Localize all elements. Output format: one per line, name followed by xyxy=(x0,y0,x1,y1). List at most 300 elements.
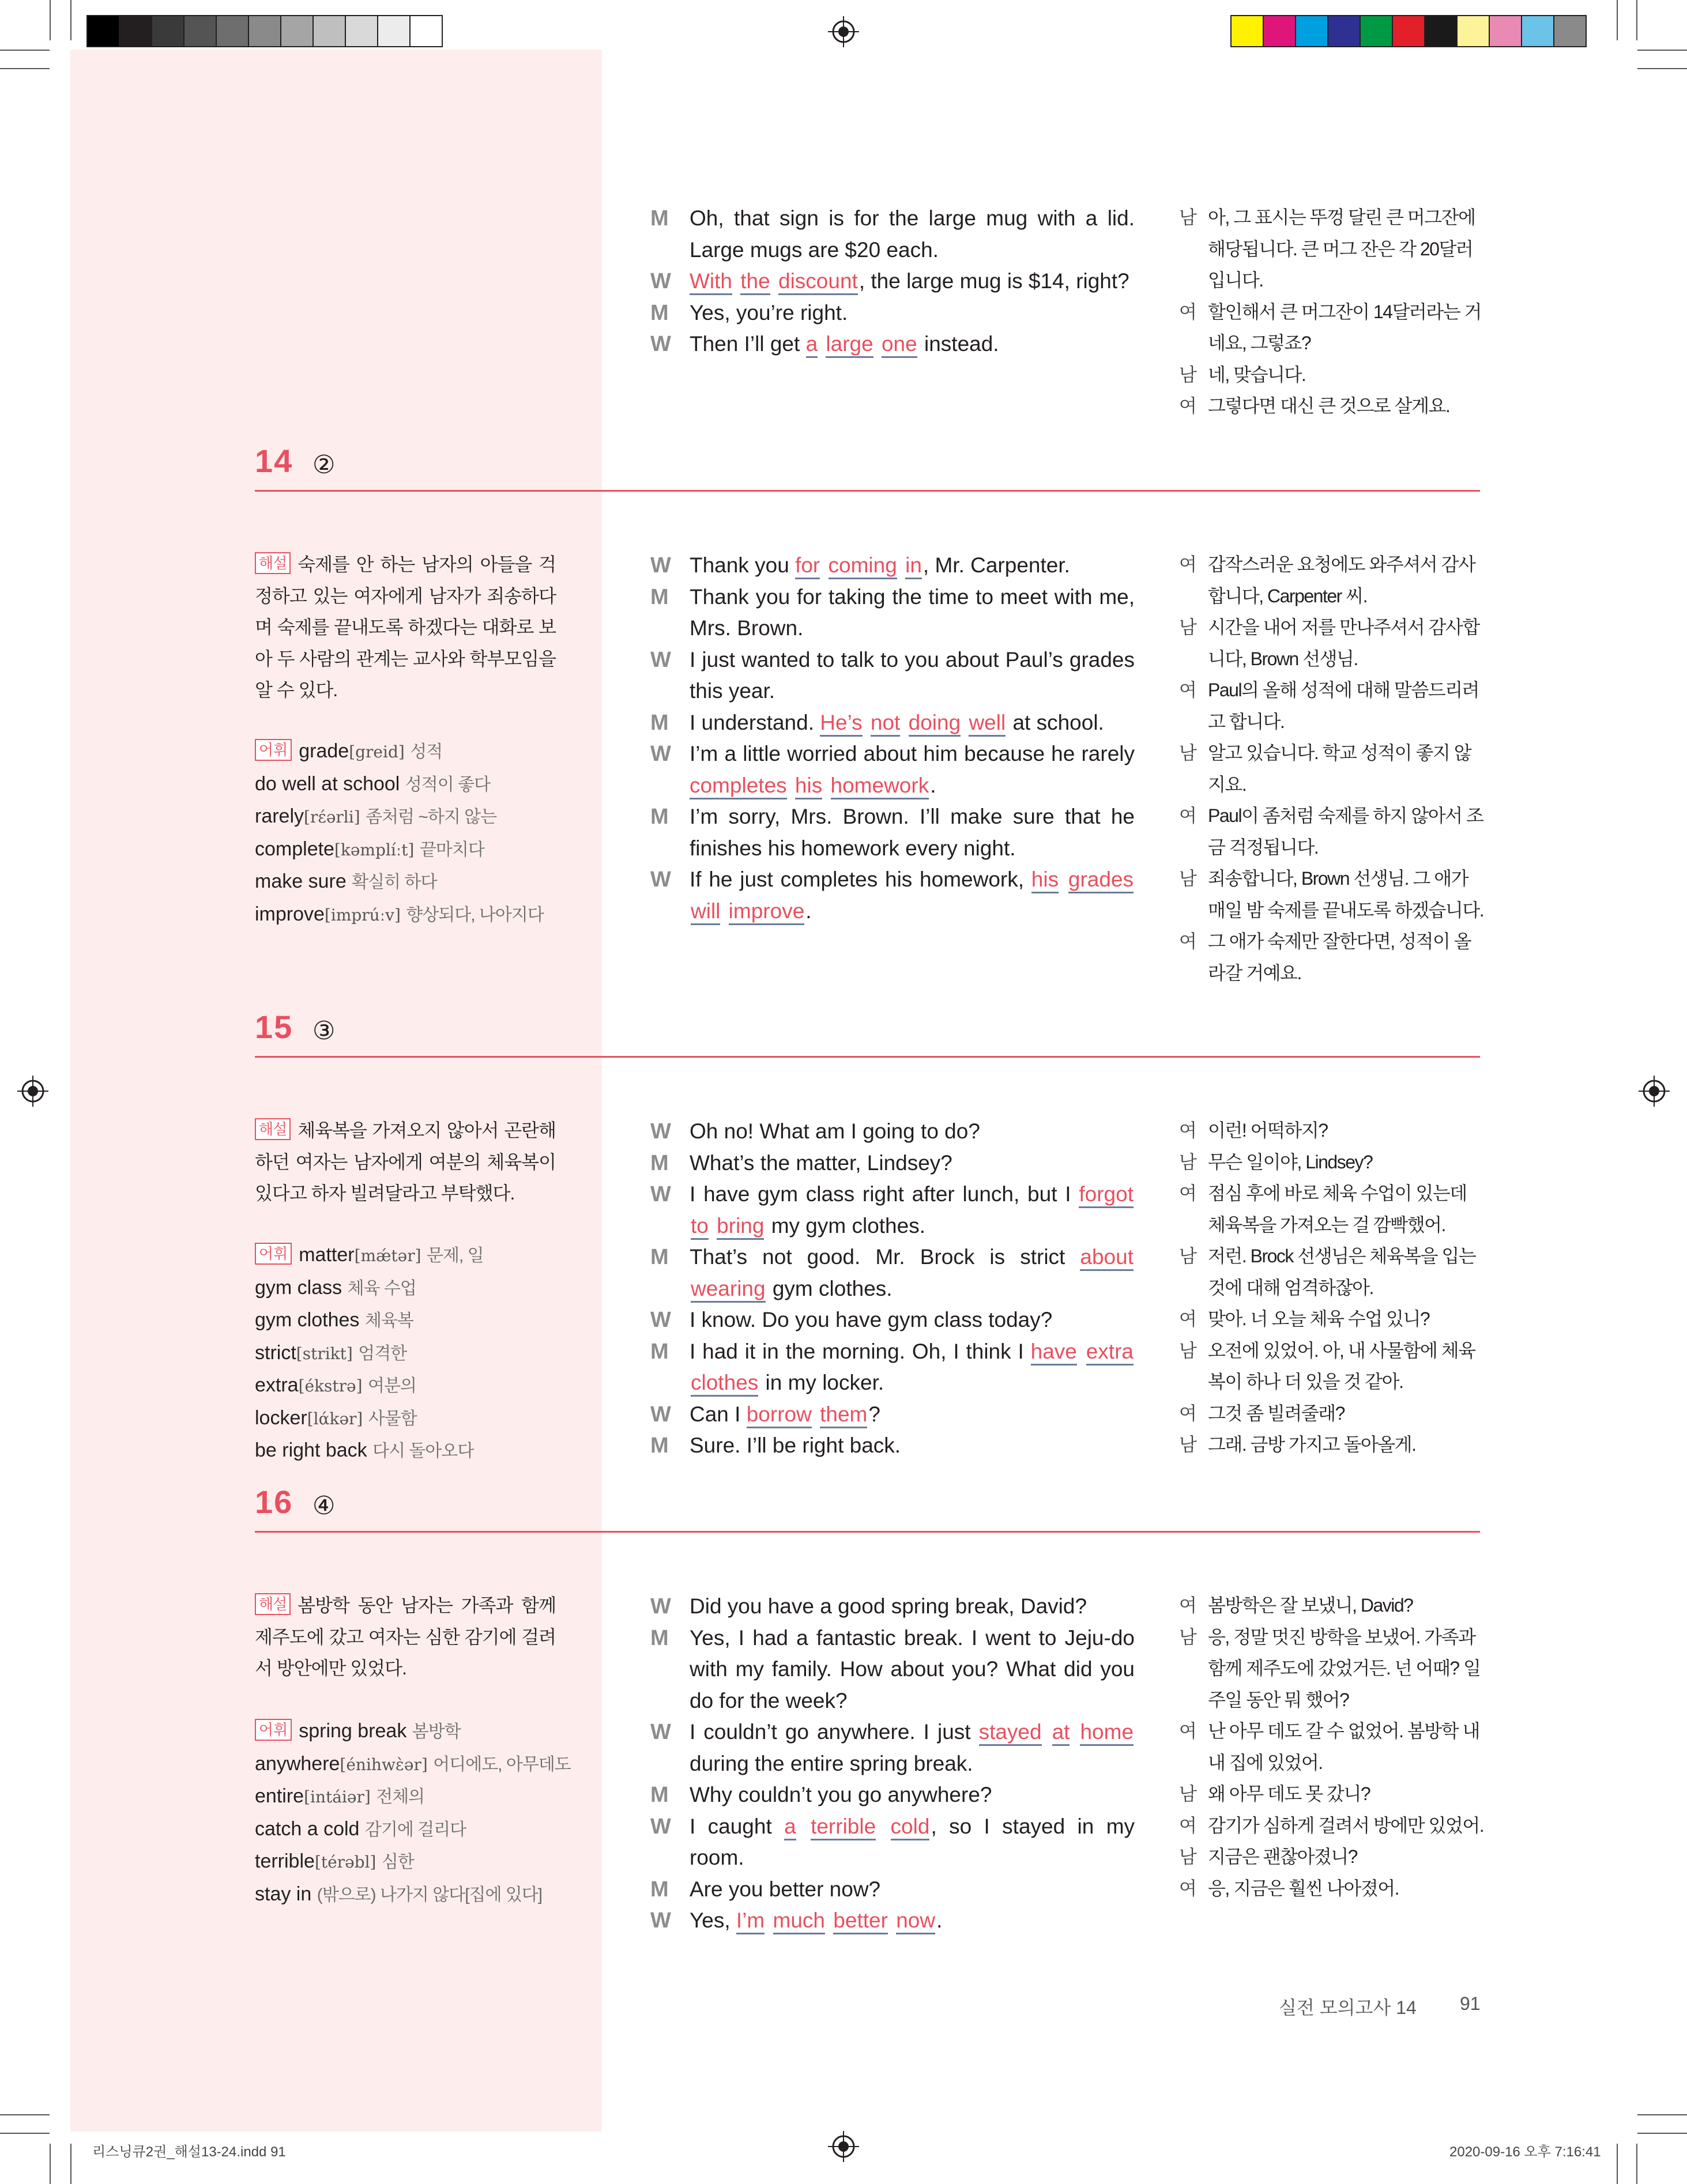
vocab-item xyxy=(255,1846,578,1879)
translation-text: 난 아무 데도 갈 수 없었어. 봄방학 내내 집에 있었어. xyxy=(1208,1721,1479,1773)
crop-mark xyxy=(0,2133,50,2134)
vocab-item xyxy=(255,1748,578,1781)
dialogue-line xyxy=(650,582,1135,644)
vocab-word: strict xyxy=(255,1341,296,1364)
speaker-label: 남 xyxy=(1179,742,1196,763)
vocab-word: make sure xyxy=(255,870,347,892)
vocab-meaning: 끝마치다 xyxy=(419,840,484,859)
translation-line xyxy=(1179,296,1488,359)
translation-line xyxy=(1179,1873,1488,1904)
dialogue-line xyxy=(650,266,1135,297)
answer-blank: extra xyxy=(1086,1340,1134,1366)
speaker-label: M xyxy=(650,710,669,735)
color-swatch xyxy=(345,15,378,47)
speaker-label: 여 xyxy=(1179,931,1196,952)
vocab-item xyxy=(255,1435,578,1468)
vocab-word: improve xyxy=(255,903,325,925)
answer-blank: completes xyxy=(690,774,787,799)
answer-blank: for xyxy=(795,553,820,579)
vocab-item xyxy=(255,1272,578,1305)
answer-blank: clothes xyxy=(691,1371,758,1397)
vocab-phonetic: [térəbl] xyxy=(314,1853,376,1872)
color-swatch xyxy=(119,15,152,47)
vocab-meaning: 성적이 좋다 xyxy=(405,775,491,794)
vocab-word: stay in xyxy=(255,1883,312,1905)
answer-blank: discount xyxy=(778,269,858,295)
dialogue-line xyxy=(650,1717,1135,1779)
vocab-phonetic: [mǽtər] xyxy=(354,1246,421,1265)
translation-text: 그것 좀 빌려줄래? xyxy=(1208,1402,1345,1424)
color-swatch xyxy=(151,15,184,47)
translation-text: 죄송합니다, Brown 선생님. 그 애가 매일 밤 숙제를 끝내도록 하겠습니다. xyxy=(1208,868,1484,921)
translation-line xyxy=(1179,202,1488,296)
section-header-14 xyxy=(255,443,1480,492)
crop-mark xyxy=(1637,68,1687,69)
vocab-meaning: 감기에 걸리다 xyxy=(364,1820,466,1839)
translation-text: 무슨 일이야, Lindsey? xyxy=(1208,1151,1373,1172)
translation-line xyxy=(1179,1621,1488,1716)
speaker-label: M xyxy=(650,1434,669,1458)
crop-mark xyxy=(50,2144,51,2184)
answer-blank: a xyxy=(784,1815,796,1840)
speaker-label: M xyxy=(650,1339,669,1364)
answer-blank: in xyxy=(905,553,922,579)
translation-line xyxy=(1179,926,1488,989)
translation-text: Paul의 올해 성적에 대해 말씀드리려고 합니다. xyxy=(1208,680,1479,732)
translation-line xyxy=(1179,1841,1488,1873)
translation-text: 저런. Brock 선생님은 체육복을 입는 것에 대해 엄격하잖아. xyxy=(1208,1246,1476,1298)
vocab-meaning: 체육복 xyxy=(364,1311,413,1330)
translation-line xyxy=(1179,1398,1488,1429)
vocab-item xyxy=(255,735,578,768)
speaker-label: 남 xyxy=(1179,1434,1196,1455)
answer-blank: home xyxy=(1080,1720,1134,1746)
translation-line xyxy=(1179,674,1488,737)
translation-text: 응, 정말 멋진 방학을 보냈어. 가족과 함께 제주도에 갔었거든. 넌 어때? 일주일 동안 뭐 했어? xyxy=(1208,1626,1481,1710)
dialogue-text: What’s the matter, Lindsey? xyxy=(690,1151,952,1175)
crop-mark xyxy=(0,68,50,69)
dialogue-line xyxy=(650,550,1135,582)
dialogue-line xyxy=(650,203,1135,266)
vocab-item xyxy=(255,1402,578,1435)
speaker-label: W xyxy=(650,742,671,766)
speaker-label: 여 xyxy=(1179,554,1196,575)
answer-choice: ③ xyxy=(312,1017,336,1045)
speaker-label: 남 xyxy=(1179,1340,1196,1361)
dialogue-continuation xyxy=(650,203,1135,360)
crop-mark xyxy=(70,0,71,40)
answer-blank: at xyxy=(1052,1720,1070,1746)
explanation-text: 숙제를 안 하는 남자의 아들을 걱정하고 있는 여자에게 남자가 죄송하다며 숙제를 끝내도록 하겠다는 대화로 보아 두 사람의 관계는 교사와 학부모임을 알 수 있다. xyxy=(255,554,556,700)
speaker-label: M xyxy=(650,206,669,231)
speaker-label: M xyxy=(650,1877,669,1902)
color-swatch xyxy=(1263,15,1296,47)
speaker-label: 남 xyxy=(1179,868,1196,889)
speaker-label: 남 xyxy=(1179,617,1196,638)
dialogue-text: I couldn’t go anywhere. I just stayed at home during the entire spring break. xyxy=(690,1720,1134,1775)
dialogue-text: Sure. I’ll be right back. xyxy=(690,1434,901,1457)
vocabulary-list xyxy=(255,735,578,931)
color-swatch xyxy=(377,15,411,47)
dialogue-line xyxy=(650,1905,1135,1937)
answer-blank: He’s xyxy=(820,711,862,737)
translation-text: 알고 있습니다. 학교 성적이 좋지 않지요. xyxy=(1208,742,1471,795)
color-swatch xyxy=(312,15,346,47)
answer-blank: one xyxy=(882,332,917,358)
vocab-item xyxy=(255,1879,578,1911)
speaker-label: 여 xyxy=(1179,1815,1196,1836)
speaker-label: W xyxy=(650,1119,671,1144)
slug-file-info: 리스닝큐2권_해설13-24.indd 91 xyxy=(92,2144,286,2160)
translation-line xyxy=(1179,1778,1488,1810)
translation-text: 맞아. 너 오늘 체육 수업 있니? xyxy=(1208,1308,1430,1329)
speaker-label: 남 xyxy=(1179,1246,1196,1266)
translation-text: 아, 그 표시는 뚜껑 달린 큰 머그잔에 해당됩니다. 큰 머그 잔은 각 20달러입니다. xyxy=(1208,207,1475,291)
answer-blank: the xyxy=(740,269,770,295)
answer-blank: much xyxy=(773,1908,825,1934)
answer-blank: his xyxy=(795,774,822,799)
dialogue-text: Oh, that sign is for the large mug with a lid. Large mugs are $20 each. xyxy=(690,206,1135,262)
answer-blank: doing xyxy=(909,711,961,737)
dialogue-line xyxy=(650,1591,1135,1623)
color-swatch xyxy=(409,15,443,47)
color-swatch xyxy=(1392,15,1425,47)
vocab-meaning: 문제, 일 xyxy=(426,1246,484,1265)
answer-blank: cold xyxy=(891,1815,930,1840)
explanation-text: 체육복을 가져오지 않아서 곤란해 하던 여자는 남자에게 여분의 체육복이 있다고 하자 빌려달라고 부탁했다. xyxy=(255,1120,556,1204)
speaker-label: 여 xyxy=(1179,1402,1196,1424)
page-number: 91 xyxy=(1460,1993,1481,2014)
speaker-label: W xyxy=(650,647,671,672)
dialogue-text: I understand. He’s not doing well at school. xyxy=(690,711,1104,734)
footer-title: 실전 모의고사 14 xyxy=(1279,1997,1417,2018)
vocab-word: rarely xyxy=(255,805,304,827)
crop-mark xyxy=(70,2144,71,2184)
korean-translation xyxy=(1179,1590,1488,1904)
crop-mark xyxy=(1637,2114,1687,2115)
vocab-meaning: 전체의 xyxy=(376,1787,425,1806)
vocab-word: terrible xyxy=(255,1850,315,1872)
answer-blank: improve xyxy=(729,899,805,925)
crop-mark xyxy=(1617,0,1618,40)
translation-line xyxy=(1179,612,1488,674)
crop-mark xyxy=(1636,0,1637,40)
translation-text: 오전에 있었어. 아, 내 사물함에 체육복이 하나 더 있을 것 같아. xyxy=(1208,1340,1475,1392)
dialogue xyxy=(650,550,1135,927)
translation-text: 네, 맞습니다. xyxy=(1208,364,1306,385)
translation-text: 봄방학은 잘 보냈니, David? xyxy=(1208,1595,1413,1616)
translation-line xyxy=(1179,1429,1488,1461)
color-swatch xyxy=(86,15,120,47)
dialogue-line xyxy=(650,801,1135,864)
vocab-meaning: 좀처럼 ~하지 않는 xyxy=(366,808,497,827)
vocab-meaning: 여분의 xyxy=(368,1376,416,1395)
vocab-phonetic: [strikt] xyxy=(296,1344,353,1363)
translation-text: 지금은 괜찮아졌니? xyxy=(1208,1846,1357,1867)
dialogue-line xyxy=(650,297,1135,329)
translation-line xyxy=(1179,1303,1488,1335)
vocab-word: extra xyxy=(255,1374,299,1396)
speaker-label: 남 xyxy=(1179,207,1196,228)
translation-text: 이런! 어떡하지? xyxy=(1208,1120,1328,1141)
answer-blank: bring xyxy=(717,1214,764,1240)
dialogue-line xyxy=(650,1811,1135,1874)
vocab-item xyxy=(255,1337,578,1370)
dialogue-text: Did you have a good spring break, David? xyxy=(690,1594,1087,1618)
dialogue-text: Yes, I’m much better now. xyxy=(690,1908,942,1932)
translation-line xyxy=(1179,390,1488,422)
translation-text: 할인해서 큰 머그잔이 14달러라는 거네요, 그렇죠? xyxy=(1208,301,1481,353)
speaker-label: M xyxy=(650,1625,669,1650)
vocab-meaning: 체육 수업 xyxy=(347,1278,416,1298)
vocab-phonetic: [greid] xyxy=(349,742,405,761)
translation-text: 시간을 내어 저를 만나주셔서 감사합니다, Brown 선생님. xyxy=(1208,617,1479,669)
dialogue-text: Thank you for coming in, Mr. Carpenter. xyxy=(690,553,1070,577)
explanation xyxy=(255,1115,556,1209)
vocab-word: catch a cold xyxy=(255,1817,360,1840)
dialogue-line xyxy=(650,1623,1135,1717)
color-swatch xyxy=(1327,15,1361,47)
answer-blank: With xyxy=(690,269,732,295)
translation-line xyxy=(1179,1810,1488,1842)
vocab-word: entire xyxy=(255,1785,304,1807)
vocab-meaning: 성적 xyxy=(410,742,443,761)
question-number: 15 xyxy=(255,1009,293,1045)
vocab-word: gym class xyxy=(255,1276,342,1299)
speaker-label: 여 xyxy=(1179,1120,1196,1141)
question-number: 16 xyxy=(255,1484,293,1520)
speaker-label: W xyxy=(650,269,671,293)
dialogue xyxy=(650,1591,1135,1937)
color-swatch xyxy=(1456,15,1490,47)
dialogue-text: I’m sorry, Mrs. Brown. I’ll make sure that he finishes his homework every night. xyxy=(690,805,1135,860)
speaker-label: 남 xyxy=(1179,1846,1196,1867)
dialogue-text: With the discount, the large mug is $14, right? xyxy=(690,269,1129,293)
speaker-label: W xyxy=(650,1908,671,1933)
speaker-label: 여 xyxy=(1179,1721,1196,1741)
answer-blank: I’m xyxy=(736,1908,765,1934)
vocab-item xyxy=(255,1370,578,1402)
registration-mark-icon xyxy=(1639,1076,1670,1107)
dialogue-line xyxy=(650,329,1135,360)
speaker-label: M xyxy=(650,1783,669,1807)
speaker-label: 남 xyxy=(1179,364,1196,385)
vocab-meaning: (밖으로) 나가지 않다[집에 있다] xyxy=(317,1885,543,1904)
registration-mark-icon xyxy=(17,1076,48,1107)
explanation-tag: 해설 xyxy=(255,1118,291,1140)
korean-translation xyxy=(1179,549,1488,989)
speaker-label: W xyxy=(650,1594,671,1619)
vocab-meaning: 확실히 하다 xyxy=(352,873,437,892)
vocab-word: grade xyxy=(299,740,349,762)
speaker-label: W xyxy=(650,553,671,578)
dialogue-line xyxy=(650,1399,1135,1431)
explanation xyxy=(255,549,556,706)
dialogue-line xyxy=(650,1430,1135,1462)
translation-line xyxy=(1179,549,1488,612)
grayscale-color-bar xyxy=(86,15,442,47)
dialogue-text: Yes, you’re right. xyxy=(690,300,848,325)
dialogue-text: I have gym class right after lunch, but I forgot to bring my gym clothes. xyxy=(690,1182,1135,1238)
answer-blank: about xyxy=(1080,1245,1134,1271)
translation-line xyxy=(1179,1240,1488,1303)
speaker-label: W xyxy=(650,1720,671,1744)
answer-blank: a xyxy=(806,332,818,358)
dialogue-line xyxy=(650,1116,1135,1148)
speaker-label: 여 xyxy=(1179,301,1196,322)
answer-choice: ④ xyxy=(312,1492,336,1520)
vocab-word: locker xyxy=(255,1406,307,1429)
crop-mark xyxy=(0,50,50,51)
translation-line xyxy=(1179,1715,1488,1778)
answer-blank: not xyxy=(871,711,900,737)
speaker-label: 여 xyxy=(1179,680,1196,700)
vocab-meaning: 심한 xyxy=(381,1853,414,1872)
color-swatch xyxy=(1424,15,1458,47)
translation-text: 점심 후에 바로 체육 수업이 있는데 체육복을 가져오는 걸 깜빡했어. xyxy=(1208,1183,1467,1235)
speaker-label: M xyxy=(650,1245,669,1269)
vocab-item xyxy=(255,866,578,899)
translation-line xyxy=(1179,1178,1488,1240)
translation-text: 갑작스러운 요청에도 와주셔서 감사합니다, Carpenter 씨. xyxy=(1208,554,1475,606)
answer-blank: well xyxy=(969,711,1006,737)
answer-blank: terrible xyxy=(811,1815,876,1840)
translation-text: 그 애가 숙제만 잘한다면, 성적이 올라갈 거예요. xyxy=(1208,931,1471,983)
speaker-label: W xyxy=(650,1814,671,1839)
answer-blank: have xyxy=(1031,1340,1077,1366)
dialogue-text: I had it in the morning. Oh, I think I have extra clothes in my locker. xyxy=(690,1340,1135,1395)
dialogue-text: If he just completes his homework, his grades will improve. xyxy=(690,867,1135,923)
vocab-phonetic: [lάkər] xyxy=(307,1409,363,1428)
vocab-item xyxy=(255,768,578,801)
color-swatch xyxy=(1230,15,1264,47)
answer-blank: better xyxy=(833,1908,888,1934)
dialogue-line xyxy=(650,1304,1135,1336)
color-swatch xyxy=(183,15,217,47)
dialogue-text: Are you better now? xyxy=(690,1877,881,1901)
dialogue-text: Can I borrow them? xyxy=(690,1402,880,1426)
vocab-tag: 어휘 xyxy=(255,1719,292,1741)
vocab-item xyxy=(255,1781,578,1813)
speaker-label: W xyxy=(650,1402,671,1427)
color-swatch xyxy=(216,15,249,47)
dialogue-line xyxy=(650,864,1135,927)
section-header-16 xyxy=(255,1484,1480,1533)
dialogue-line xyxy=(650,1874,1135,1906)
dialogue-line xyxy=(650,1148,1135,1179)
slug-timestamp: 2020-09-16 오후 7:16:41 xyxy=(1449,2144,1601,2160)
answer-blank: stayed xyxy=(979,1720,1042,1746)
dialogue-line xyxy=(650,738,1135,801)
speaker-label: M xyxy=(650,584,669,609)
dialogue-text: I just wanted to talk to you about Paul’s grades this year. xyxy=(690,647,1135,703)
vocab-phonetic: [énihwὲər] xyxy=(340,1755,428,1774)
translation-line xyxy=(1179,800,1488,863)
vocab-item xyxy=(255,833,578,866)
registration-mark-icon xyxy=(828,16,859,47)
dialogue xyxy=(650,1116,1135,1462)
answer-blank: now xyxy=(896,1908,935,1934)
dialogue-line xyxy=(650,707,1135,739)
question-number: 14 xyxy=(255,443,293,479)
color-swatch xyxy=(1489,15,1522,47)
dialogue-text: Yes, I had a fantastic break. I went to Jeju-do with my family. How about you? What did you do for the week? xyxy=(690,1625,1135,1713)
explanation-text: 봄방학 동안 남자는 가족과 함께 제주도에 갔고 여자는 심한 감기에 걸려서 방안에만 있었다. xyxy=(255,1595,556,1678)
dialogue-line xyxy=(650,644,1135,707)
vocab-item xyxy=(255,1239,578,1272)
color-swatch xyxy=(280,15,314,47)
answer-blank: borrow xyxy=(747,1402,812,1428)
dialogue-text: Why couldn’t you go anywhere? xyxy=(690,1783,992,1806)
vocab-word: matter xyxy=(299,1244,355,1266)
dialogue-text: I know. Do you have gym class today? xyxy=(690,1308,1053,1331)
vocab-word: spring break xyxy=(299,1720,407,1742)
translation-text: 감기가 심하게 걸려서 방에만 있었어. xyxy=(1208,1815,1484,1836)
translation-text: 그래. 금방 가지고 돌아올게. xyxy=(1208,1434,1416,1455)
vocab-word: gym clothes xyxy=(255,1309,360,1331)
speaker-label: 여 xyxy=(1179,395,1196,416)
answer-blank: grades xyxy=(1068,867,1134,893)
translation-text: 왜 아무 데도 못 갔니? xyxy=(1208,1783,1370,1804)
vocab-phonetic: [imprúːv] xyxy=(324,905,401,925)
speaker-label: 여 xyxy=(1179,1595,1196,1616)
translation-line xyxy=(1179,1115,1488,1146)
crop-mark xyxy=(1637,50,1687,51)
explanation-tag: 해설 xyxy=(255,1593,291,1615)
answer-blank: forgot xyxy=(1079,1182,1134,1208)
speaker-label: M xyxy=(650,300,669,325)
speaker-label: 여 xyxy=(1179,1183,1196,1204)
answer-blank: coming xyxy=(829,553,897,579)
answer-choice: ② xyxy=(312,451,336,479)
korean-translation-continuation xyxy=(1179,202,1488,422)
speaker-label: 여 xyxy=(1179,1308,1196,1329)
vocab-phonetic: [intáiər] xyxy=(304,1787,371,1806)
crop-mark xyxy=(1617,2144,1618,2184)
vocab-word: complete xyxy=(255,838,334,860)
dialogue-text: Oh no! What am I going to do? xyxy=(690,1119,980,1143)
dialogue-text: That’s not good. Mr. Brock is strict about wearing gym clothes. xyxy=(690,1245,1135,1300)
color-swatch xyxy=(1521,15,1554,47)
translation-text: 응, 지금은 훨씬 나아졌어. xyxy=(1208,1877,1399,1899)
speaker-label: 여 xyxy=(1179,805,1196,826)
answer-blank: them xyxy=(820,1402,867,1428)
translation-text: Paul이 좀처럼 숙제를 하지 않아서 조금 걱정됩니다. xyxy=(1208,805,1483,858)
korean-translation xyxy=(1179,1115,1488,1461)
crop-mark xyxy=(50,0,51,40)
translation-line xyxy=(1179,863,1488,926)
speaker-label: 여 xyxy=(1179,1877,1196,1899)
dialogue-text: I caught a terrible cold, so I stayed in my room. xyxy=(690,1814,1135,1869)
speaker-label: 남 xyxy=(1179,1626,1196,1647)
translation-text: 그렇다면 대신 큰 것으로 살게요. xyxy=(1208,395,1450,416)
translation-line xyxy=(1179,1146,1488,1178)
vocab-word: be right back xyxy=(255,1439,367,1461)
vocab-tag: 어휘 xyxy=(255,1243,292,1265)
section-header-15 xyxy=(255,1009,1480,1058)
dialogue-text: Thank you for taking the time to meet with me, Mrs. Brown. xyxy=(690,584,1135,640)
vocab-item xyxy=(255,1715,578,1748)
process-color-bar xyxy=(1230,15,1586,47)
answer-blank: will xyxy=(691,899,720,925)
crop-mark xyxy=(1637,2133,1687,2134)
dialogue-line xyxy=(650,1779,1135,1811)
vocab-meaning: 어디에도, 아무데도 xyxy=(433,1755,571,1774)
translation-line xyxy=(1179,1335,1488,1398)
vocab-meaning: 향상되다, 나아지다 xyxy=(406,905,544,925)
vocab-phonetic: [rέərli] xyxy=(304,808,360,827)
vocabulary-list xyxy=(255,1715,578,1911)
